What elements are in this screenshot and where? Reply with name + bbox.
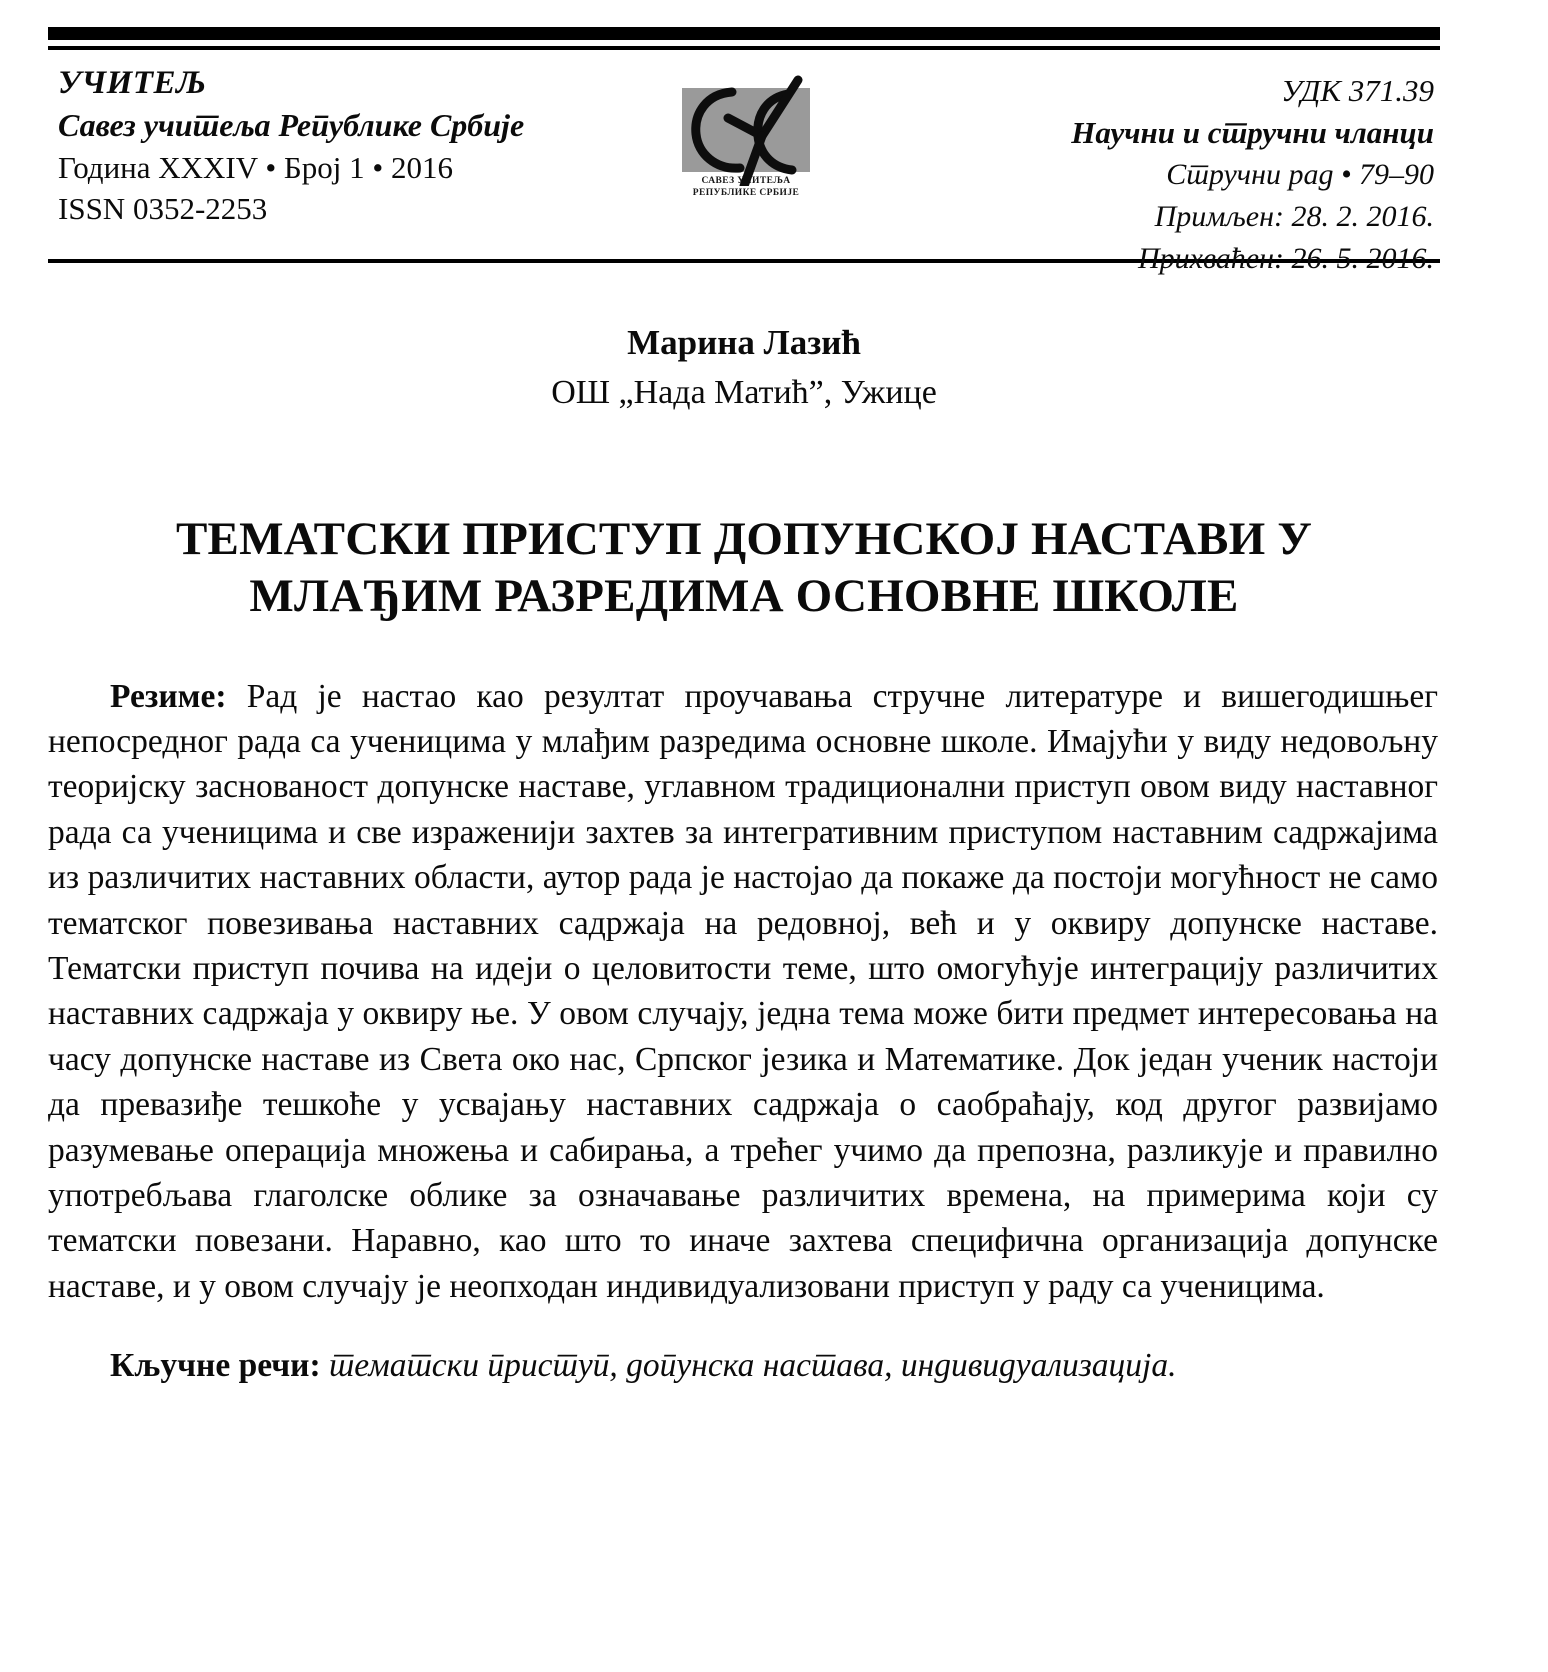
received-date: Примљен: 28. 2. 2016.	[1154, 200, 1434, 233]
journal-organization: Савез учитеља Републике Србије	[58, 106, 525, 143]
udk-code: УДК 371.39	[1281, 73, 1434, 108]
logo-mark-icon	[682, 88, 810, 172]
author-block	[48, 321, 1440, 415]
title-line-1: ТЕМАТСКИ ПРИСТУП ДОПУНСКОЈ НАСТАВИ У	[175, 512, 1313, 565]
title-line-2: МЛАЂИМ РАЗРЕДИМА ОСНОВНЕ ШКОЛЕ	[249, 570, 1239, 623]
author-name: Марина Лазић	[627, 323, 861, 362]
keywords-paragraph	[48, 1343, 1440, 1388]
masthead-rule-thick	[48, 27, 1440, 40]
abstract-label: Резиме:	[110, 677, 247, 715]
journal-header	[48, 50, 1440, 275]
logo-caption-line2: РЕПУБЛИКЕ СРБИЈЕ	[692, 188, 800, 199]
journal-identity	[48, 64, 618, 230]
article-metadata	[874, 64, 1440, 279]
keywords-label: Кључне речи:	[110, 1346, 329, 1384]
page-content	[48, 0, 1440, 1421]
accepted-date: Прихваћен: 26. 5. 2016.	[1138, 241, 1434, 275]
logo-caption-line1: САВЕЗ УЧИТЕЉА	[701, 176, 791, 186]
journal-name: УЧИТЕЉ	[58, 65, 207, 101]
journal-issn: ISSN 0352-2253	[58, 191, 268, 227]
publisher-logo	[656, 64, 836, 199]
keywords-terms: тематски приступ, допунска настава, индивидуализација.	[329, 1346, 1177, 1384]
page-title	[48, 511, 1440, 626]
abstract-text: Рад је настао као резултат проучавања стручне литературе и вишегодишњег непосредног рада са ученицима у млађим разредима основне школе. Имајући у виду недовољну теоријску заснованост допунске наставе, углавном традиционални приступ овом виду наставног рада са ученицима и све израженији захтев за интегративним приступом наставним садржајима из различитих наставних области, аутор рада је настојао да покаже да постоји могућност не само тематског повезивања наставних садржаја на редовној, већ и у оквиру допунске наставе. Тематски приступ почива на идеји о целовитости теме, што омогућује интеграцију различитих наставних садржаја у оквиру ње. У овом случају, једна тема може бити предмет интересовања на часу допунске наставе из Света око нас, Српског језика и Математике. Док један ученик настоји да превазиђе тешкоће у усвајању наставних садржаја о саобраћају, код другог развијамо разумевање операција множења и сабирања, а трећег учимо да препозна, разликује и правилно употребљава глаголске облике за означавање различитих времена, на примерима који су тематски повезани. Наравно, као што то иначе захтева специфична организација допунске наставе, и у овом случају је неопходан индивидуализовани приступ у раду са ученицима.	[48, 677, 1438, 1305]
author-affiliation: ОШ „Нада Матић”, Ужице	[551, 373, 937, 411]
journal-issue-line: Година XXXIV • Број 1 • 2016	[58, 149, 453, 185]
abstract-paragraph	[48, 674, 1440, 1309]
paper-type-and-pages: Стручни рад • 79–90	[1166, 158, 1434, 192]
section-heading: Научни и стручни чланци	[1071, 114, 1434, 150]
